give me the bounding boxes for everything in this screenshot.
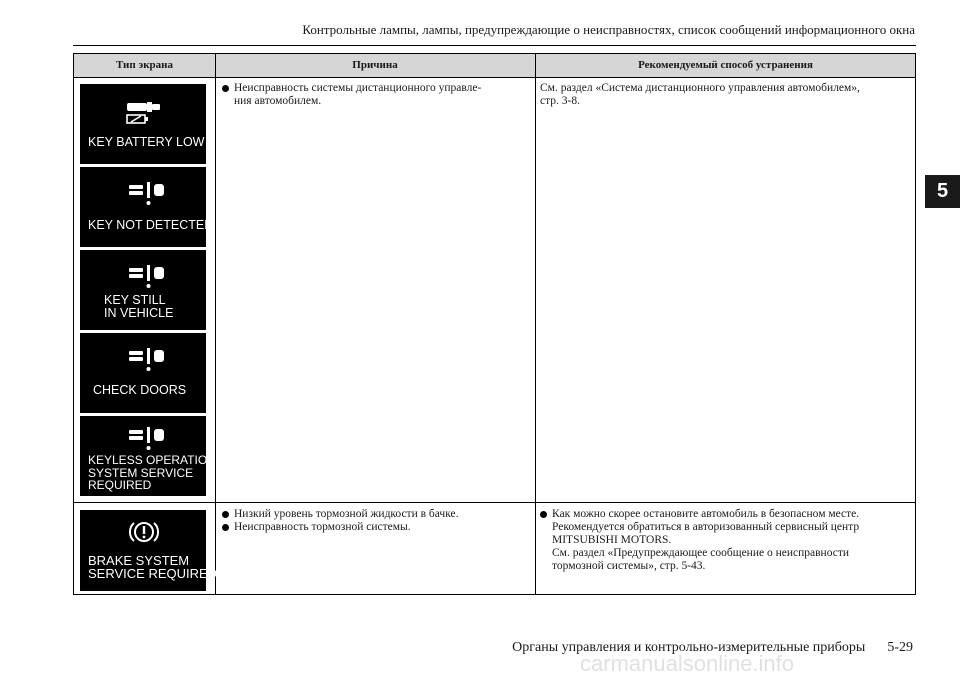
messages-table bbox=[73, 53, 916, 595]
key-warning-icon bbox=[127, 424, 167, 454]
running-head: Контрольные лампы, лампы, предупреждающие о неисправностях, список сообщений информационного окна bbox=[302, 22, 915, 37]
remedy-cell: См. раздел «Система дистанционного управления автомобилем», стр. 3-8. bbox=[540, 82, 860, 107]
screen-label: KEY BATTERY LOW bbox=[88, 135, 205, 149]
column-divider bbox=[535, 54, 536, 594]
cause-item: Неисправность системы дистанционного управле- ния автомобилем. bbox=[222, 82, 532, 108]
footer-section-title: Органы управления и контрольно-измерительные приборы bbox=[512, 640, 866, 655]
chapter-tab: 5 bbox=[925, 175, 960, 208]
watermark: carmanualsonline.info bbox=[580, 651, 795, 676]
header-cause: Причина bbox=[352, 59, 398, 71]
header-rule bbox=[73, 45, 916, 46]
header-remedy: Рекомендуемый способ устранения bbox=[638, 59, 813, 71]
screen-key-not-detected bbox=[80, 167, 214, 247]
screen-label: KEY STILL IN VEHICLE bbox=[104, 293, 174, 320]
screen-label: KEY NOT DETECTED bbox=[88, 218, 214, 232]
key-warning-icon bbox=[127, 179, 167, 209]
screen-check-doors bbox=[80, 333, 206, 413]
screen-keyless-operation-service bbox=[80, 416, 216, 496]
screen-key-still-in-vehicle bbox=[80, 250, 206, 330]
row-divider bbox=[74, 502, 915, 503]
remedy-cell bbox=[540, 508, 912, 573]
key-warning-icon bbox=[127, 345, 167, 375]
screen-label: KEYLESS OPERATION SYSTEM SERVICE REQUIRED bbox=[88, 453, 216, 492]
remedy-item: Как можно скорее остановите автомобиль в безопасном месте. Рекомендуется обратиться в авторизованный сервисный центр MITSUBISHI MOTORS. См. раздел «Предупреждающее сообщение о неисправности тормозной системы», стр. 5-43. bbox=[540, 508, 912, 573]
screen-key-battery-low bbox=[80, 84, 206, 164]
brake-warning-icon bbox=[128, 516, 160, 548]
screen-brake-system-service bbox=[80, 510, 218, 591]
cause-item: Неисправность тормозной системы. bbox=[222, 521, 532, 534]
cause-cell bbox=[222, 508, 532, 534]
header-screen-type: Тип экрана bbox=[115, 59, 174, 71]
table-header bbox=[74, 54, 915, 78]
screen-label: CHECK DOORS bbox=[93, 383, 187, 397]
cause-cell bbox=[222, 82, 532, 108]
key-battery-icon bbox=[124, 100, 164, 126]
page-number: 5-29 bbox=[887, 640, 913, 655]
key-warning-icon bbox=[127, 262, 167, 292]
screen-label: BRAKE SYSTEM SERVICE REQUIRED bbox=[88, 553, 218, 581]
cause-item: Низкий уровень тормозной жидкости в бачке. bbox=[222, 508, 532, 521]
column-divider bbox=[215, 54, 216, 594]
